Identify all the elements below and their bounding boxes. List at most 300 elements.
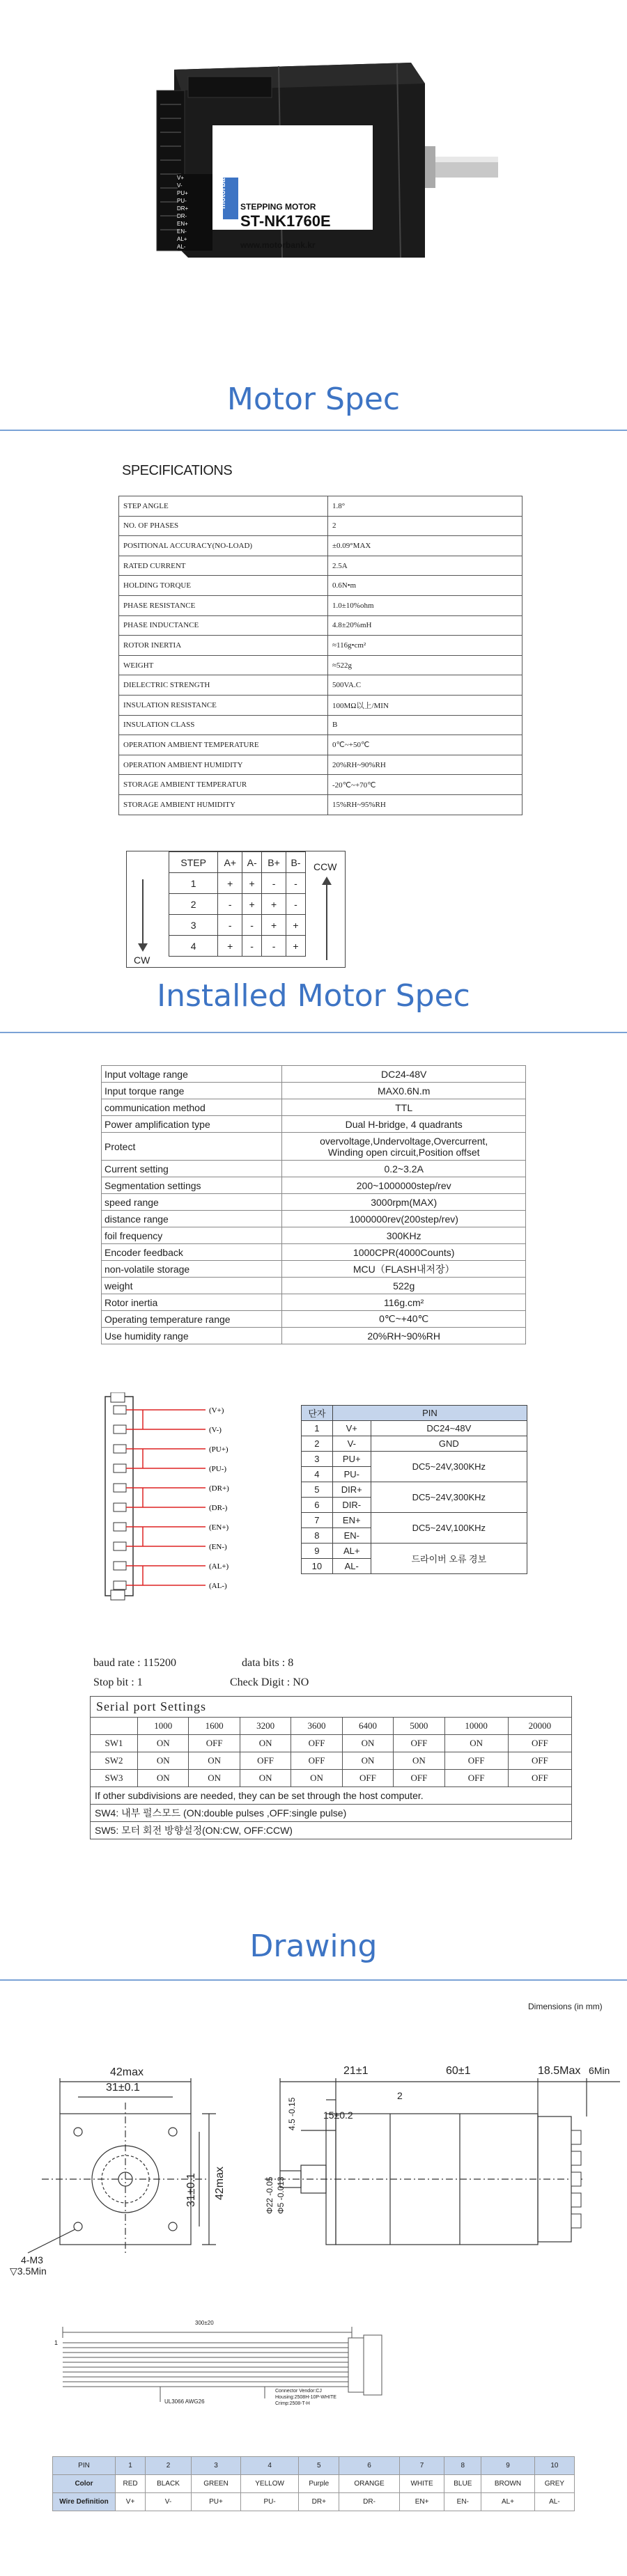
step-row (169, 873, 306, 894)
serial-corner (91, 1718, 138, 1735)
motor-label-line1: STEPPING MOTOR (240, 202, 316, 212)
wire-def: PU+ (191, 2493, 240, 2511)
installed-name: Protect (102, 1133, 282, 1161)
pin-number: 3 (302, 1452, 333, 1467)
spec-name: STORAGE AMBIENT HUMIDITY (119, 794, 328, 815)
connector-pin (114, 1406, 126, 1414)
pin-header: 단자 (302, 1406, 333, 1421)
wire-def: DR+ (299, 2493, 339, 2511)
switch-state: ON (138, 1770, 189, 1787)
connector-label: (V-) (209, 1426, 222, 1434)
check-digit (230, 1676, 309, 1689)
spec-value: 1.8° (328, 496, 522, 517)
cable-awg: UL3066 AWG26 (164, 2398, 205, 2405)
wire-pin: 10 (534, 2457, 574, 2475)
terminal-label: DR- (177, 213, 187, 219)
dim-flange-2: 2 (397, 2090, 403, 2101)
data-bits-label: data bits : (242, 1657, 288, 1669)
section-divider (0, 430, 627, 431)
switch-state: ON (138, 1752, 189, 1770)
spec-name: STEP ANGLE (119, 496, 328, 517)
step-header: B- (286, 852, 305, 873)
spec-value: 100MΩ以上/MIN (328, 695, 522, 715)
step-cell: - (218, 894, 242, 915)
spec-value: ≈522g (328, 655, 522, 675)
installed-value: 1000000rev(200step/rev) (282, 1211, 526, 1227)
dim-thread-depth: ▽3.5Min (10, 2265, 47, 2277)
wire-pin: 4 (241, 2457, 299, 2475)
serial-column: 3200 (240, 1718, 291, 1735)
installed-value: 300KHz (282, 1227, 526, 1244)
wire-def: EN- (444, 2493, 481, 2511)
step-cell: + (286, 915, 305, 936)
terminal-label: V+ (177, 175, 185, 181)
ccw-arrow-head (322, 877, 332, 885)
wire-color: WHITE (399, 2475, 444, 2493)
wire-row-label: Color (53, 2475, 116, 2493)
pin-signal: PU- (332, 1467, 371, 1482)
connector-pin (114, 1581, 126, 1589)
step-cell: + (242, 894, 262, 915)
spec-row (119, 655, 522, 675)
switch-state: ON (189, 1752, 240, 1770)
installed-value: MCU（FLASH내저장） (282, 1261, 526, 1278)
installed-value: MAX0.6N.m (282, 1083, 526, 1099)
installed-value: 200~1000000step/rev (282, 1177, 526, 1194)
step-cell: - (242, 936, 262, 957)
installed-row (102, 1083, 526, 1099)
installed-name: Current setting (102, 1161, 282, 1177)
installed-name: Power amplification type (102, 1116, 282, 1133)
installed-row (102, 1261, 526, 1278)
spec-value: 500VA.C (328, 675, 522, 696)
spec-name: STORAGE AMBIENT TEMPERATUR (119, 775, 328, 795)
switch-state: ON (342, 1735, 393, 1752)
dim-height-31: 31±0.1 (185, 2173, 197, 2207)
check-digit-value: NO (293, 1676, 309, 1688)
wire-def: AL- (534, 2493, 574, 2511)
spec-name: POSITIONAL ACCURACY(NO-LOAD) (119, 536, 328, 556)
specifications-table (118, 496, 522, 815)
dim-thread: 4-M3 (21, 2254, 43, 2265)
spec-value: ≈116g•cm² (328, 636, 522, 656)
step-cell: 3 (169, 915, 218, 936)
installed-row (102, 1278, 526, 1294)
pin-number: 4 (302, 1467, 333, 1482)
pin-table (301, 1405, 527, 1574)
step-row (169, 936, 306, 957)
wire-color: RED (116, 2475, 146, 2493)
serial-settings-table (90, 1696, 572, 1839)
pin-signal: V- (332, 1436, 371, 1452)
switch-state: ON (342, 1752, 393, 1770)
step-cell: + (286, 936, 305, 957)
serial-column: 1000 (138, 1718, 189, 1735)
installed-name: communication method (102, 1099, 282, 1116)
installed-row (102, 1066, 526, 1083)
wire-color: YELLOW (241, 2475, 299, 2493)
dim-6min: 6Min (589, 2065, 610, 2076)
serial-note: SW5: 모터 회전 방향설정(ON:CW, OFF:CCW) (91, 1822, 572, 1839)
pin-row (302, 1513, 527, 1528)
spec-row (119, 576, 522, 596)
terminal-labels (177, 174, 205, 251)
connector-pin (114, 1464, 126, 1472)
installed-row (102, 1294, 526, 1311)
serial-column: 10000 (444, 1718, 508, 1735)
front-view-drawing (0, 2047, 627, 2277)
pin-signal: DIR+ (332, 1482, 371, 1498)
installed-spec-title: Installed Motor Spec (157, 978, 470, 1014)
spec-value: 0.6N•m (328, 576, 522, 596)
pin-row (302, 1482, 527, 1498)
pin-number: 2 (302, 1436, 333, 1452)
serial-note: SW4: 내부 펄스모드 (ON:double pulses ,OFF:single pulse) (91, 1805, 572, 1822)
pin-row (302, 1452, 527, 1467)
installed-value: 1000CPR(4000Counts) (282, 1244, 526, 1261)
pin-row (302, 1436, 527, 1452)
wire-pin: 7 (399, 2457, 444, 2475)
spec-name: OPERATION AMBIENT TEMPERATURE (119, 735, 328, 755)
dim-body-60: 60±1 (446, 2065, 471, 2077)
installed-name: Segmentation settings (102, 1177, 282, 1194)
dim-flat-45: 4.5 -0.15 (287, 2097, 297, 2130)
check-digit-label: Check Digit : (230, 1676, 293, 1688)
terminal-label: EN+ (177, 221, 188, 227)
wire-pin: 3 (191, 2457, 240, 2475)
installed-name: Use humidity range (102, 1328, 282, 1344)
step-cell: 4 (169, 936, 218, 957)
connector-pin (114, 1445, 126, 1453)
switch-name: SW1 (91, 1735, 138, 1752)
spec-value: 15%RH~95%RH (328, 794, 522, 815)
step-cell: 2 (169, 894, 218, 915)
installed-value: 116g.cm² (282, 1294, 526, 1311)
wire-def: EN+ (399, 2493, 444, 2511)
installed-name: Input voltage range (102, 1066, 282, 1083)
pin-description: DC5~24V,100KHz (371, 1513, 527, 1544)
pin-signal: EN+ (332, 1513, 371, 1528)
switch-name: SW2 (91, 1752, 138, 1770)
wire-color: Purple (299, 2475, 339, 2493)
wire-pin: 2 (146, 2457, 192, 2475)
connector-vendor-note: Connector Vendor:CJ Housing:2508H-10P-WHITE Crimp:2508-T-H (275, 2389, 336, 2406)
switch-state: OFF (508, 1770, 571, 1787)
dim-front-21: 21±1 (343, 2065, 369, 2077)
spec-name: ROTOR INERTIA (119, 636, 328, 656)
stop-bit-label: Stop bit : (93, 1676, 137, 1688)
connector-pin (114, 1484, 126, 1492)
data-bits (242, 1657, 293, 1670)
cable-length: 300±20 (195, 2320, 214, 2326)
data-bits-value: 8 (288, 1657, 294, 1669)
wire-color: BLACK (146, 2475, 192, 2493)
motor-label-model: ST-NK1760E (240, 212, 331, 230)
wire-def: V- (146, 2493, 192, 2511)
installed-name: distance range (102, 1211, 282, 1227)
switch-state: OFF (508, 1752, 571, 1770)
serial-row (91, 1770, 572, 1787)
installed-value: DC24-48V (282, 1066, 526, 1083)
wire-row-label: Wire Definition (53, 2493, 116, 2511)
connector-label: (AL+) (209, 1562, 229, 1571)
step-cell: + (218, 873, 242, 894)
serial-title-row (91, 1697, 572, 1718)
spec-row (119, 715, 522, 735)
installed-value: Dual H-bridge, 4 quadrants (282, 1116, 526, 1133)
motor-spec-title: Motor Spec (226, 382, 401, 417)
step-cell: - (286, 873, 305, 894)
section-divider (0, 1032, 627, 1033)
connector-pin (114, 1425, 126, 1434)
connector-label: (AL-) (209, 1582, 227, 1590)
baud-rate (93, 1657, 176, 1670)
serial-note-row (91, 1787, 572, 1805)
pin-number: 10 (302, 1559, 333, 1574)
wire-def: PU- (241, 2493, 299, 2511)
installed-name: Rotor inertia (102, 1294, 282, 1311)
wire-pin: 1 (116, 2457, 146, 2475)
serial-note: If other subdivisions are needed, they can be set through the host computer. (91, 1787, 572, 1805)
switch-state: OFF (394, 1735, 444, 1752)
terminal-label: V- (177, 182, 183, 189)
connector-label: (V+) (209, 1406, 224, 1415)
installed-value: overvoltage,Undervoltage,Overcurrent, Winding open circuit,Position offset (282, 1133, 526, 1161)
installed-row (102, 1194, 526, 1211)
step-sequence-diagram (126, 851, 346, 968)
spec-value: B (328, 715, 522, 735)
step-cell: - (262, 936, 286, 957)
step-cell: - (286, 894, 305, 915)
pin-signal: AL- (332, 1559, 371, 1574)
wire-color: BROWN (481, 2475, 535, 2493)
serial-column: 6400 (342, 1718, 393, 1735)
switch-state: OFF (291, 1735, 342, 1752)
switch-state: ON (240, 1770, 291, 1787)
spec-value: 2 (328, 516, 522, 536)
wire-def: DR- (339, 2493, 399, 2511)
terminal-label: PU+ (177, 190, 188, 196)
specifications-heading: SPECIFICATIONS (122, 463, 233, 478)
installed-value: 0℃~+40℃ (282, 1311, 526, 1328)
installed-name: speed range (102, 1194, 282, 1211)
switch-state: ON (138, 1735, 189, 1752)
pin-number: 8 (302, 1528, 333, 1544)
installed-row (102, 1311, 526, 1328)
installed-value: 522g (282, 1278, 526, 1294)
pin-signal: PU+ (332, 1452, 371, 1467)
cable-pin1: 1 (54, 2339, 59, 2346)
wire-def-row (53, 2493, 575, 2511)
connector-label: (PU-) (209, 1465, 227, 1473)
serial-note-row (91, 1805, 572, 1822)
installed-row (102, 1328, 526, 1344)
step-cell: + (242, 873, 262, 894)
serial-row (91, 1752, 572, 1770)
pin-number: 6 (302, 1498, 333, 1513)
stop-bit-value: 1 (137, 1676, 143, 1688)
serial-column: 3600 (291, 1718, 342, 1735)
wire-pin: 9 (481, 2457, 535, 2475)
spec-name: HOLDING TORQUE (119, 576, 328, 596)
installed-name: weight (102, 1278, 282, 1294)
spec-row (119, 755, 522, 775)
baud-rate-value: 115200 (143, 1657, 176, 1669)
pin-number: 1 (302, 1421, 333, 1436)
switch-state: ON (189, 1770, 240, 1787)
connector-pin (114, 1503, 126, 1511)
step-cell: + (262, 915, 286, 936)
dim-boss-22: Φ22 -0.05 (265, 2176, 274, 2214)
step-table (169, 851, 306, 957)
pin-signal: V+ (332, 1421, 371, 1436)
step-header: A- (242, 852, 262, 873)
terminal-label: PU- (177, 198, 187, 204)
cw-arrow-head (138, 943, 148, 952)
installed-row (102, 1211, 526, 1227)
connector-pin (114, 1542, 126, 1550)
serial-title: Serial port Settings (91, 1697, 572, 1718)
spec-name: INSULATION CLASS (119, 715, 328, 735)
connector-diagram (101, 1392, 296, 1601)
spec-row (119, 695, 522, 715)
pin-signal: AL+ (332, 1544, 371, 1559)
installed-row (102, 1227, 526, 1244)
pin-number: 5 (302, 1482, 333, 1498)
step-header: B+ (262, 852, 286, 873)
step-row (169, 915, 306, 936)
step-cell: + (218, 936, 242, 957)
spec-value: 1.0±10%ohm (328, 595, 522, 615)
switch-state: ON (240, 1735, 291, 1752)
installed-row (102, 1099, 526, 1116)
switch-state: ON (444, 1735, 508, 1752)
spec-row (119, 556, 522, 576)
installed-value: 20%RH~90%RH (282, 1328, 526, 1344)
connector-label: (PU+) (209, 1445, 229, 1454)
connector-label: (EN+) (209, 1523, 229, 1532)
dim-width-31: 31±0.1 (106, 2082, 140, 2094)
wire-color: BLUE (444, 2475, 481, 2493)
switch-state: ON (394, 1752, 444, 1770)
switch-state: OFF (342, 1770, 393, 1787)
step-header: A+ (218, 852, 242, 873)
spec-value: 20%RH~90%RH (328, 755, 522, 775)
pin-description: GND (371, 1436, 527, 1452)
connector-pin (114, 1562, 126, 1570)
dim-width-42: 42max (110, 2066, 144, 2078)
serial-header-row (91, 1718, 572, 1735)
wire-color: GREY (534, 2475, 574, 2493)
cw-arrow (142, 879, 144, 949)
connector-pin (114, 1523, 126, 1531)
spec-value: ±0.09°MAX (328, 536, 522, 556)
wire-row-label: PIN (53, 2457, 116, 2475)
switch-state: OFF (240, 1752, 291, 1770)
installed-name: Input torque range (102, 1083, 282, 1099)
connector-label: (EN-) (209, 1543, 227, 1551)
installed-value: TTL (282, 1099, 526, 1116)
drawing-title: Drawing (249, 1929, 378, 1964)
connector-label: (DR+) (209, 1484, 229, 1493)
spec-name: OPERATION AMBIENT HUMIDITY (119, 755, 328, 775)
installed-value: 0.2~3.2A (282, 1161, 526, 1177)
spec-name: INSULATION RESISTANCE (119, 695, 328, 715)
spec-row (119, 595, 522, 615)
spec-name: DIELECTRIC STRENGTH (119, 675, 328, 696)
switch-state: OFF (444, 1770, 508, 1787)
step-cell: - (262, 873, 286, 894)
installed-value: 3000rpm(MAX) (282, 1194, 526, 1211)
step-cell: - (218, 915, 242, 936)
pin-signal: EN- (332, 1528, 371, 1544)
switch-state: OFF (394, 1770, 444, 1787)
installed-row (102, 1116, 526, 1133)
spec-row (119, 496, 522, 517)
spec-row (119, 775, 522, 795)
installed-spec-table (101, 1065, 526, 1344)
spec-name: PHASE INDUCTANCE (119, 615, 328, 636)
installed-name: Operating temperature range (102, 1311, 282, 1328)
installed-name: Encoder feedback (102, 1244, 282, 1261)
terminal-label: EN- (177, 228, 187, 235)
terminal-label: AL+ (177, 236, 187, 242)
spec-value: -20℃~+70℃ (328, 775, 522, 795)
switch-name: SW3 (91, 1770, 138, 1787)
spec-name: WEIGHT (119, 655, 328, 675)
wire-pin-row (53, 2457, 575, 2475)
spec-row (119, 794, 522, 815)
cw-label: CW (134, 955, 150, 966)
pin-row (302, 1421, 527, 1436)
pin-description: DC24~48V (371, 1421, 527, 1436)
spec-name: PHASE RESISTANCE (119, 595, 328, 615)
connector-label: (DR-) (209, 1504, 228, 1512)
wire-color-row (53, 2475, 575, 2493)
pin-description: 드라이버 오류 경보 (371, 1544, 527, 1574)
ccw-label: CCW (314, 861, 337, 872)
wire-color: ORANGE (339, 2475, 399, 2493)
spec-row (119, 516, 522, 536)
wire-definition-table (52, 2456, 575, 2511)
serial-column: 20000 (508, 1718, 571, 1735)
dim-shaft-15: 15±0.2 (323, 2110, 353, 2121)
serial-note-row (91, 1822, 572, 1839)
spec-row (119, 636, 522, 656)
terminal-label: DR+ (177, 205, 189, 212)
motor-label-url: www.motorbank.kr (240, 240, 316, 250)
spec-row (119, 615, 522, 636)
serial-column: 5000 (394, 1718, 444, 1735)
stop-bit (93, 1676, 143, 1689)
spec-name: NO. OF PHASES (119, 516, 328, 536)
dim-rear-18: 18.5Max (538, 2065, 581, 2077)
dim-height-42: 42max (214, 2166, 226, 2200)
pin-header-row (302, 1406, 527, 1421)
wire-pin: 5 (299, 2457, 339, 2475)
pin-signal: DIR- (332, 1498, 371, 1513)
pin-number: 7 (302, 1513, 333, 1528)
units-note: Dimensions (in mm) (528, 2002, 603, 2011)
wire-def: AL+ (481, 2493, 535, 2511)
installed-name: non-volatile storage (102, 1261, 282, 1278)
pin-description: DC5~24V,300KHz (371, 1452, 527, 1482)
pin-number: 9 (302, 1544, 333, 1559)
spec-name: RATED CURRENT (119, 556, 328, 576)
step-cell: 1 (169, 873, 218, 894)
ccw-arrow (326, 883, 327, 960)
pin-description: DC5~24V,300KHz (371, 1482, 527, 1513)
